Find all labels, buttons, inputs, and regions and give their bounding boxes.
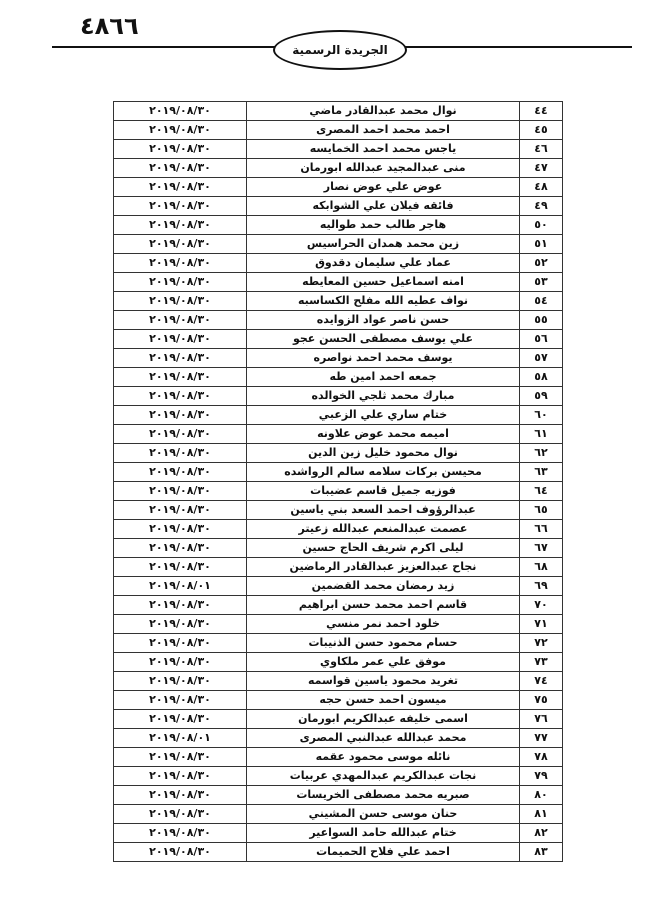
person-name: نوال محمد عبدالقادر ماضي (247, 102, 520, 121)
person-name: نجاح عبدالعزيز عبدالقادر الرماضين (247, 558, 520, 577)
row-number: ٦٩ (520, 577, 563, 596)
person-name: احمد علي فلاح الحميمات (247, 843, 520, 862)
records-table-body (114, 102, 563, 862)
row-number: ٨٢ (520, 824, 563, 843)
table-row (114, 691, 563, 710)
person-name: فائقه فيلان علي الشوابكه (247, 197, 520, 216)
person-name: موفق علي عمر ملكاوي (247, 653, 520, 672)
row-number: ٧٠ (520, 596, 563, 615)
row-number: ٧٣ (520, 653, 563, 672)
record-date: ٢٠١٩/٠٨/٣٠ (114, 444, 247, 463)
person-name: ختام ساري علي الزعبي (247, 406, 520, 425)
table-row (114, 349, 563, 368)
page-number: ٤٨٦٦ (80, 12, 139, 40)
record-date: ٢٠١٩/٠٨/٣٠ (114, 672, 247, 691)
table-row (114, 121, 563, 140)
row-number: ٨٠ (520, 786, 563, 805)
person-name: نواف عطيه الله مفلح الكساسبه (247, 292, 520, 311)
table-row (114, 368, 563, 387)
person-name: حنان موسى حسن المشيني (247, 805, 520, 824)
person-name: زيد رمضان محمد القضمين (247, 577, 520, 596)
row-number: ٥٥ (520, 311, 563, 330)
row-number: ٥٠ (520, 216, 563, 235)
gazette-title-oval (273, 30, 407, 70)
row-number: ٧٦ (520, 710, 563, 729)
row-number: ٥٨ (520, 368, 563, 387)
row-number: ٦٨ (520, 558, 563, 577)
table-row (114, 159, 563, 178)
person-name: محمد عبدالله عبدالنبي المصرى (247, 729, 520, 748)
row-number: ٧٢ (520, 634, 563, 653)
person-name: هاجر طالب حمد طواليه (247, 216, 520, 235)
record-date: ٢٠١٩/٠٨/٣٠ (114, 273, 247, 292)
row-number: ٨٣ (520, 843, 563, 862)
table-row (114, 577, 563, 596)
table-row (114, 463, 563, 482)
person-name: حسام محمود حسن الذنيبات (247, 634, 520, 653)
row-number: ٥٣ (520, 273, 563, 292)
row-number: ٧١ (520, 615, 563, 634)
gazette-title: الجريدة الرسمية (292, 43, 388, 57)
table-row (114, 824, 563, 843)
record-date: ٢٠١٩/٠٨/٣٠ (114, 710, 247, 729)
table-row (114, 254, 563, 273)
record-date: ٢٠١٩/٠٨/٣٠ (114, 634, 247, 653)
table-row (114, 615, 563, 634)
record-date: ٢٠١٩/٠٨/٣٠ (114, 691, 247, 710)
row-number: ٥١ (520, 235, 563, 254)
person-name: تغريد محمود ياسين قواسمه (247, 672, 520, 691)
row-number: ٥٩ (520, 387, 563, 406)
record-date: ٢٠١٩/٠٨/٣٠ (114, 216, 247, 235)
person-name: نائله موسى محمود عقمه (247, 748, 520, 767)
table-row (114, 767, 563, 786)
person-name: زين محمد همدان الحراسيس (247, 235, 520, 254)
record-date: ٢٠١٩/٠٨/٣٠ (114, 121, 247, 140)
person-name: نوال محمود خليل زين الدين (247, 444, 520, 463)
table-row (114, 140, 563, 159)
person-name: عماد علي سليمان دقدوق (247, 254, 520, 273)
table-row (114, 786, 563, 805)
table-row (114, 596, 563, 615)
person-name: منى عبدالمجيد عبدالله ابورمان (247, 159, 520, 178)
table-row (114, 235, 563, 254)
record-date: ٢٠١٩/٠٨/٣٠ (114, 843, 247, 862)
row-number: ٦١ (520, 425, 563, 444)
record-date: ٢٠١٩/٠٨/٣٠ (114, 767, 247, 786)
table-row (114, 482, 563, 501)
record-date: ٢٠١٩/٠٨/٣٠ (114, 463, 247, 482)
row-number: ٥٤ (520, 292, 563, 311)
record-date: ٢٠١٩/٠٨/٣٠ (114, 406, 247, 425)
row-number: ٧٤ (520, 672, 563, 691)
record-date: ٢٠١٩/٠٨/٣٠ (114, 387, 247, 406)
row-number: ٤٤ (520, 102, 563, 121)
row-number: ٧٩ (520, 767, 563, 786)
person-name: فوزيه جميل قاسم عضيبات (247, 482, 520, 501)
record-date: ٢٠١٩/٠٨/٣٠ (114, 520, 247, 539)
record-date: ٢٠١٩/٠٨/٣٠ (114, 311, 247, 330)
table-row (114, 539, 563, 558)
row-number: ٦٦ (520, 520, 563, 539)
table-row (114, 273, 563, 292)
record-date: ٢٠١٩/٠٨/٣٠ (114, 292, 247, 311)
row-number: ٦٠ (520, 406, 563, 425)
record-date: ٢٠١٩/٠٨/٣٠ (114, 786, 247, 805)
row-number: ٦٥ (520, 501, 563, 520)
row-number: ٧٨ (520, 748, 563, 767)
person-name: مبارك محمد ثلجي الخوالده (247, 387, 520, 406)
record-date: ٢٠١٩/٠٨/٠١ (114, 729, 247, 748)
person-name: يوسف محمد احمد نواصره (247, 349, 520, 368)
table-row (114, 501, 563, 520)
record-date: ٢٠١٩/٠٨/٣٠ (114, 615, 247, 634)
record-date: ٢٠١٩/٠٨/٣٠ (114, 653, 247, 672)
record-date: ٢٠١٩/٠٨/٣٠ (114, 501, 247, 520)
record-date: ٢٠١٩/٠٨/٣٠ (114, 824, 247, 843)
records-table (113, 101, 563, 862)
person-name: حسن ناصر عواد الزوايده (247, 311, 520, 330)
record-date: ٢٠١٩/٠٨/٣٠ (114, 235, 247, 254)
table-row (114, 748, 563, 767)
person-name: علي يوسف مصطفى الحسن عجو (247, 330, 520, 349)
row-number: ٥٦ (520, 330, 563, 349)
row-number: ٦٢ (520, 444, 563, 463)
row-number: ٤٦ (520, 140, 563, 159)
person-name: عوض علي عوض نصار (247, 178, 520, 197)
row-number: ٦٣ (520, 463, 563, 482)
table-row (114, 444, 563, 463)
table-row (114, 729, 563, 748)
person-name: عصمت عبدالمنعم عبدالله زعيتر (247, 520, 520, 539)
table-row (114, 311, 563, 330)
table-row (114, 292, 563, 311)
table-row (114, 330, 563, 349)
row-number: ٤٨ (520, 178, 563, 197)
person-name: نجات عبدالكريم عبدالمهدي عربيات (247, 767, 520, 786)
row-number: ٤٩ (520, 197, 563, 216)
record-date: ٢٠١٩/٠٨/٣٠ (114, 805, 247, 824)
person-name: ليلى اكرم شريف الحاج حسين (247, 539, 520, 558)
record-date: ٢٠١٩/٠٨/٣٠ (114, 558, 247, 577)
row-number: ٨١ (520, 805, 563, 824)
record-date: ٢٠١٩/٠٨/٣٠ (114, 330, 247, 349)
row-number: ٤٥ (520, 121, 563, 140)
table-row (114, 805, 563, 824)
person-name: صبريه محمد مصطفى الخريسات (247, 786, 520, 805)
table-row (114, 197, 563, 216)
person-name: عبدالرؤوف احمد السعد بني ياسين (247, 501, 520, 520)
record-date: ٢٠١٩/٠٨/٠١ (114, 577, 247, 596)
table-row (114, 558, 563, 577)
person-name: اميمه محمد عوض علاونه (247, 425, 520, 444)
row-number: ٤٧ (520, 159, 563, 178)
record-date: ٢٠١٩/٠٨/٣٠ (114, 368, 247, 387)
record-date: ٢٠١٩/٠٨/٣٠ (114, 178, 247, 197)
row-number: ٦٤ (520, 482, 563, 501)
person-name: ختام عبدالله حامد السواعير (247, 824, 520, 843)
record-date: ٢٠١٩/٠٨/٣٠ (114, 197, 247, 216)
table-row (114, 843, 563, 862)
row-number: ٧٧ (520, 729, 563, 748)
table-row (114, 672, 563, 691)
table-row (114, 406, 563, 425)
table-row (114, 102, 563, 121)
table-row (114, 387, 563, 406)
record-date: ٢٠١٩/٠٨/٣٠ (114, 596, 247, 615)
person-name: اسمى خليفه عبدالكريم ابورمان (247, 710, 520, 729)
record-date: ٢٠١٩/٠٨/٣٠ (114, 254, 247, 273)
record-date: ٢٠١٩/٠٨/٣٠ (114, 349, 247, 368)
record-date: ٢٠١٩/٠٨/٣٠ (114, 102, 247, 121)
table-row (114, 425, 563, 444)
table-row (114, 178, 563, 197)
person-name: احمد محمد احمد المصرى (247, 121, 520, 140)
person-name: ياجس محمد احمد الخمايسه (247, 140, 520, 159)
table-row (114, 216, 563, 235)
table-row (114, 520, 563, 539)
record-date: ٢٠١٩/٠٨/٣٠ (114, 482, 247, 501)
person-name: خلود احمد نمر منسي (247, 615, 520, 634)
table-row (114, 710, 563, 729)
person-name: جمعه احمد امين طه (247, 368, 520, 387)
record-date: ٢٠١٩/٠٨/٣٠ (114, 159, 247, 178)
record-date: ٢٠١٩/٠٨/٣٠ (114, 748, 247, 767)
record-date: ٢٠١٩/٠٨/٣٠ (114, 539, 247, 558)
row-number: ٧٥ (520, 691, 563, 710)
row-number: ٦٧ (520, 539, 563, 558)
row-number: ٥٢ (520, 254, 563, 273)
person-name: امنه اسماعيل حسين المعايطه (247, 273, 520, 292)
record-date: ٢٠١٩/٠٨/٣٠ (114, 425, 247, 444)
row-number: ٥٧ (520, 349, 563, 368)
person-name: محيسن بركات سلامه سالم الرواشده (247, 463, 520, 482)
table-row (114, 634, 563, 653)
person-name: قاسم احمد محمد حسن ابراهيم (247, 596, 520, 615)
record-date: ٢٠١٩/٠٨/٣٠ (114, 140, 247, 159)
table-row (114, 653, 563, 672)
person-name: ميسون احمد حسن حجه (247, 691, 520, 710)
